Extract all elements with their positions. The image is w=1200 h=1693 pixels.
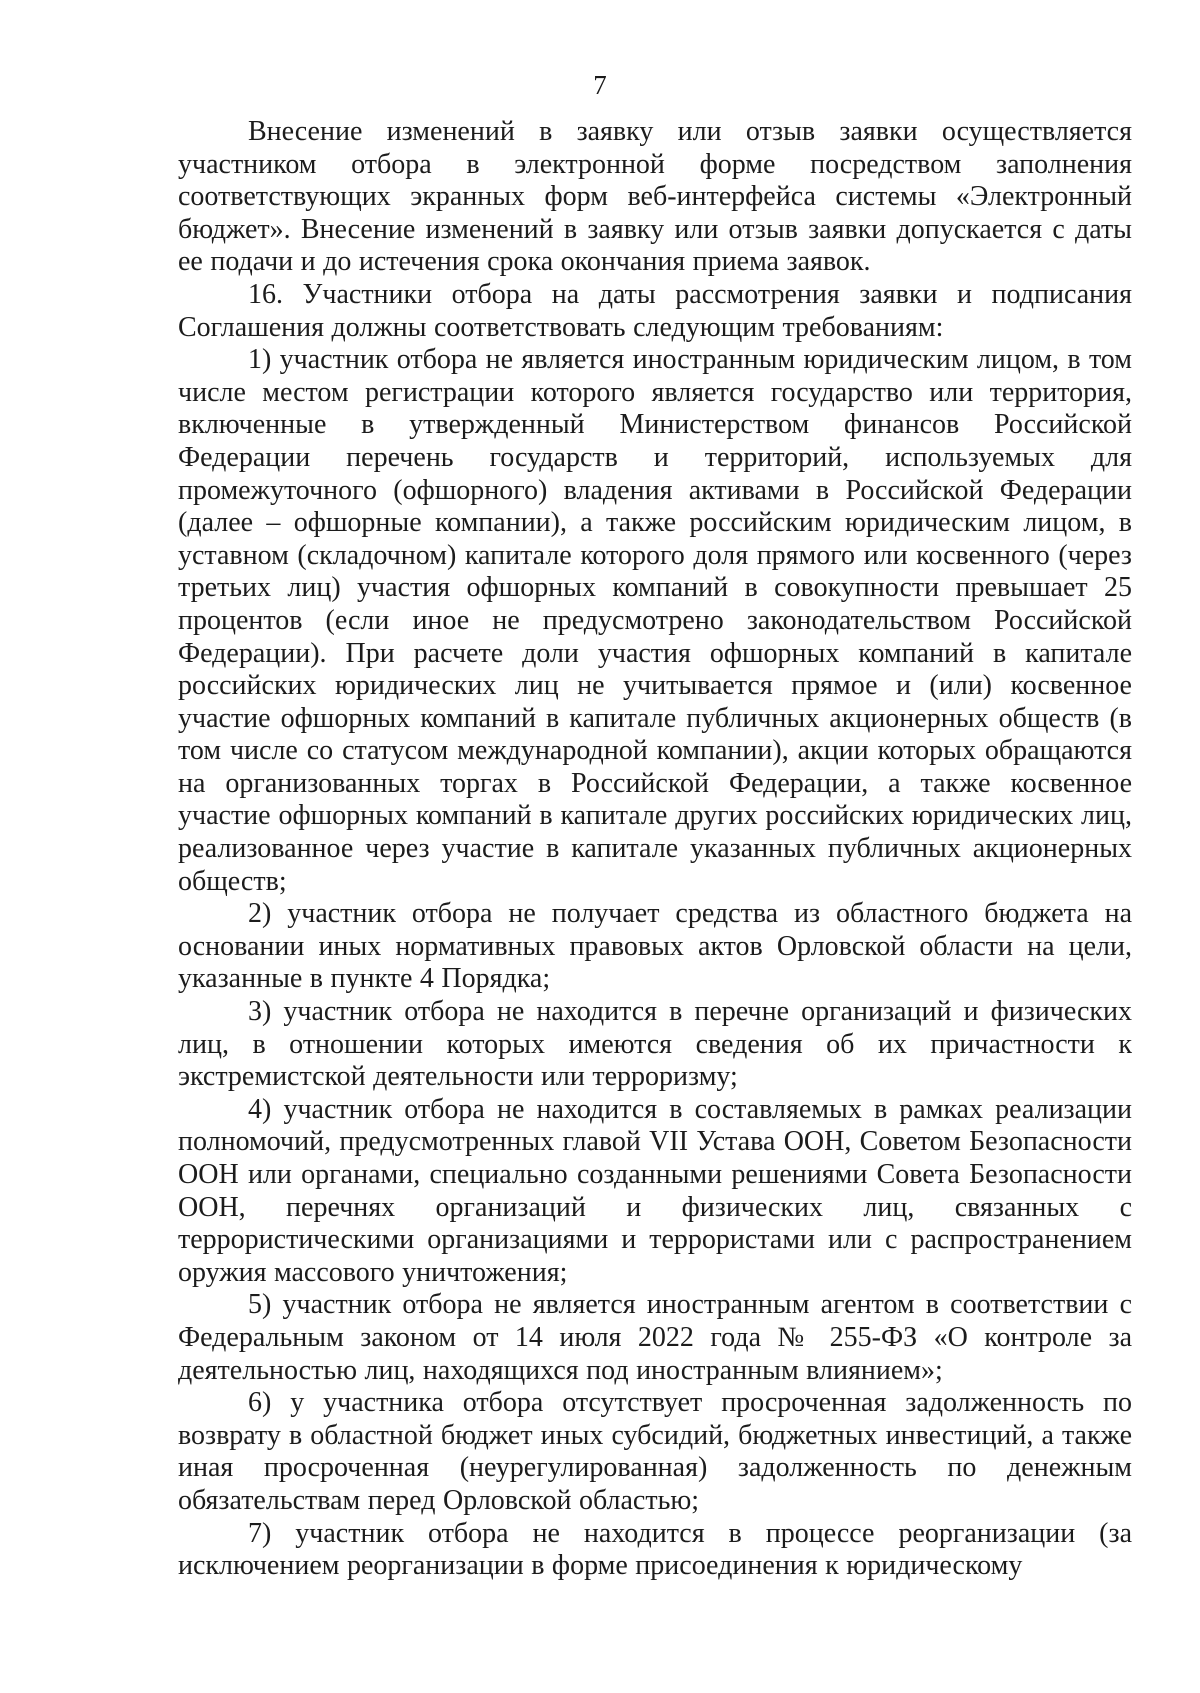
paragraph-application-changes: Внесение изменений в заявку или отзыв заявки осуществляется участником отбора в электронной форме посредством заполнения соответствующих экранных форм веб-интерфейса системы «Электронный бюджет». Внесение изменений в заявку или отзыв заявки допускается с даты ее подачи и до истечения срока окончания приема заявок. xyxy=(178,116,1132,278)
paragraph-item-7: 7) участник отбора не находится в процессе реорганизации (за исключением реорганизации в форме присоединения к юридическому xyxy=(178,1517,1132,1582)
document-body xyxy=(178,116,1132,1583)
page-number: 7 xyxy=(593,70,607,100)
paragraph-item-6: 6) у участника отбора отсутствует просроченная задолженность по возврату в областной бюджет иных субсидий, бюджетных инвестиций, а также иная просроченная (неурегулированная) задолженность по денежным обязательствам перед Орловской областью; xyxy=(178,1387,1132,1516)
paragraph-item-4: 4) участник отбора не находится в составляемых в рамках реализации полномочий, предусмотренных главой VII Устава ООН, Советом Безопасности ООН или органами, специально созданными решениями Совета Безопасности ООН, перечнях организаций и физических лиц, связанных с террористическими организациями и террористами или с распространением оружия массового уничтожения; xyxy=(178,1093,1132,1288)
paragraph-item-3: 3) участник отбора не находится в перечне организаций и физических лиц, в отношении которых имеются сведения об их причастности к экстремистской деятельности или терроризму; xyxy=(178,996,1132,1093)
paragraph-16-requirements: 16. Участники отбора на даты рассмотрения заявки и подписания Соглашения должны соответствовать следующим требованиям: xyxy=(178,278,1132,343)
paragraph-item-2: 2) участник отбора не получает средства из областного бюджета на основании иных нормативных правовых актов Орловской области на цели, указанные в пункте 4 Порядка; xyxy=(178,898,1132,995)
paragraph-item-1: 1) участник отбора не является иностранным юридическим лицом, в том числе местом регистрации которого является государство или территория, включенные в утвержденный Министерством финансов Российской Федерации перечень государств и территорий, используемых для промежуточного (офшорного) владения активами в Российской Федерации (далее – офшорные компании), а также российским юридическим лицом, в уставном (складочном) капитале которого доля прямого или косвенного (через третьих лиц) участия офшорных компаний в совокупности превышает 25 процентов (если иное не предусмотрено законодательством Российской Федерации). При расчете доли участия офшорных компаний в капитале российских юридических лиц не учитывается прямое и (или) косвенное участие офшорных компаний в капитале публичных акционерных обществ (в том числе со статусом международной компании), акции которых обращаются на организованных торгах в Российской Федерации, а также косвенное участие офшорных компаний в капитале других российских юридических лиц, реализованное через участие в капитале указанных публичных акционерных обществ; xyxy=(178,344,1132,897)
paragraph-item-5: 5) участник отбора не является иностранным агентом в соответствии с Федеральным законом от 14 июля 2022 года № 255-ФЗ «О контроле за деятельностью лиц, находящихся под иностранным влиянием»; xyxy=(178,1289,1132,1386)
